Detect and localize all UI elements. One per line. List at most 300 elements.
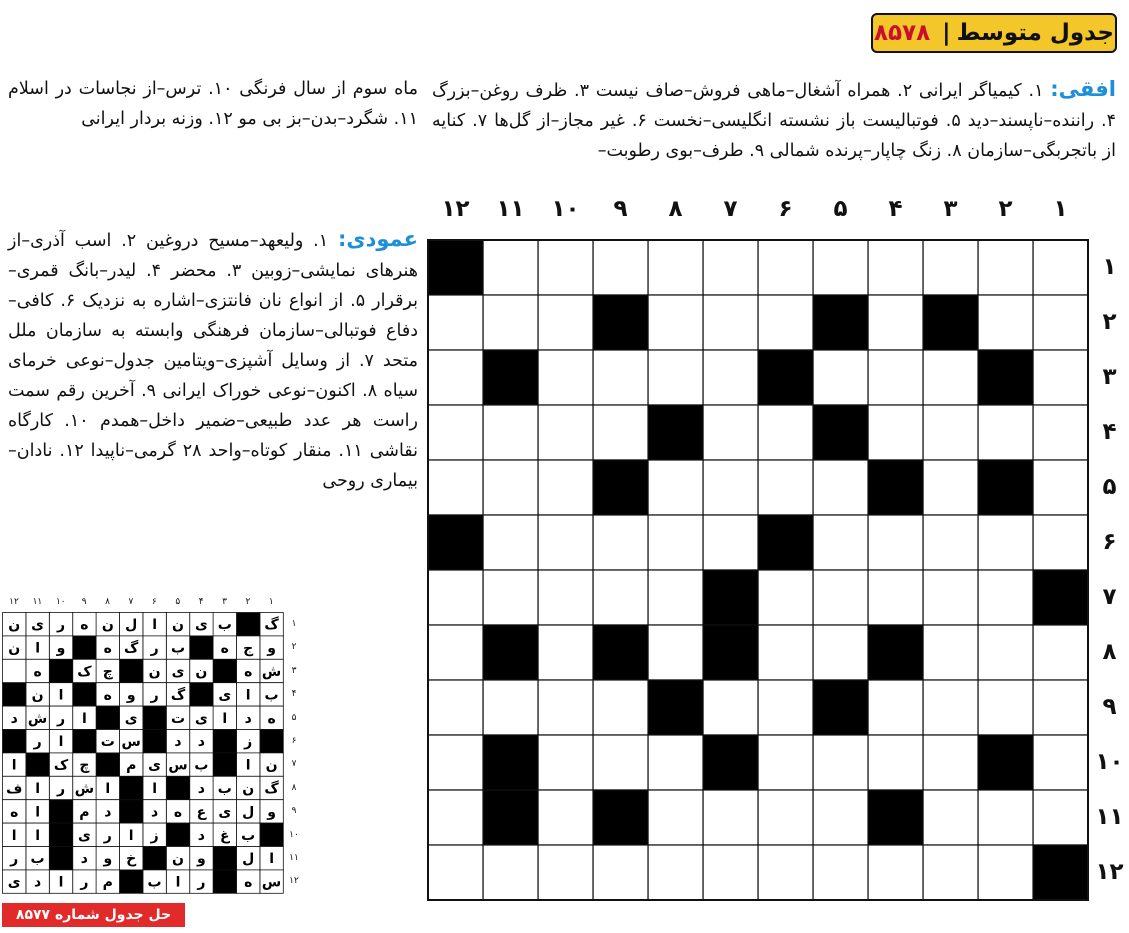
row-number: ۶ <box>1102 529 1117 555</box>
solution-black-cell <box>143 847 166 870</box>
solution-black-cell <box>213 753 236 776</box>
grid-cell[interactable] <box>428 350 483 405</box>
grid-cell[interactable] <box>648 295 703 350</box>
solution-letter: و <box>267 804 276 821</box>
grid-cell[interactable] <box>538 515 593 570</box>
solution-letter: ب <box>30 851 45 868</box>
solution-row-number: ۱۱ <box>289 852 299 863</box>
solution-column-number: ۴ <box>198 597 204 607</box>
solution-letter: ی <box>77 827 91 844</box>
grid-cell[interactable] <box>758 570 813 625</box>
grid-cell[interactable] <box>648 240 703 295</box>
black-cell <box>593 460 648 515</box>
solution-letter: ی <box>124 710 138 727</box>
grid-cell[interactable] <box>483 845 538 900</box>
grid-cell[interactable] <box>703 350 758 405</box>
grid-cell[interactable] <box>978 295 1033 350</box>
grid-cell[interactable] <box>1033 240 1088 295</box>
grid-cell[interactable] <box>593 680 648 735</box>
black-cell <box>428 515 483 570</box>
solution-black-cell <box>3 683 26 706</box>
black-cell <box>648 405 703 460</box>
grid-cell[interactable] <box>428 625 483 680</box>
solution-letter: ا <box>128 827 134 844</box>
black-cell <box>868 625 923 680</box>
solution-letter: م <box>126 757 137 774</box>
grid-cell[interactable] <box>593 735 648 790</box>
grid-cell[interactable] <box>923 845 978 900</box>
grid-cell[interactable] <box>1033 625 1088 680</box>
grid-cell[interactable] <box>483 570 538 625</box>
grid-cell[interactable] <box>428 680 483 735</box>
black-cell <box>593 625 648 680</box>
solution-letter: ه <box>220 640 229 657</box>
solution-letter: ش <box>27 710 48 727</box>
grid-cell[interactable] <box>923 350 978 405</box>
grid-cell[interactable] <box>648 845 703 900</box>
solution-letter: گ <box>264 617 279 634</box>
solution-letter: ت <box>100 734 115 751</box>
grid-cell[interactable] <box>428 790 483 845</box>
solution-black-cell <box>190 636 213 659</box>
solution-letter: ی <box>194 617 208 634</box>
solution-letter: ن <box>101 617 114 634</box>
grid-cell[interactable] <box>758 405 813 460</box>
solution-letter: ن <box>8 617 21 634</box>
grid-cell[interactable] <box>1033 735 1088 790</box>
solution-column-number: ۱۱ <box>32 597 43 607</box>
grid-cell[interactable] <box>483 515 538 570</box>
black-cell <box>758 515 813 570</box>
grid-cell[interactable] <box>483 295 538 350</box>
grid-cell[interactable] <box>648 625 703 680</box>
column-number: ۷ <box>723 196 738 222</box>
solution-black-cell <box>73 730 96 753</box>
grid-cell[interactable] <box>978 240 1033 295</box>
puzzle-title: جدول متوسط <box>956 20 1114 46</box>
solution-letter: ه <box>267 710 276 727</box>
black-cell <box>483 790 538 845</box>
across-heading: افقی: <box>1050 77 1116 101</box>
grid-cell[interactable] <box>648 790 703 845</box>
solution-letter: ش <box>261 664 282 680</box>
solution-letter: ه <box>173 804 183 821</box>
grid-cell[interactable] <box>923 460 978 515</box>
grid-cell[interactable] <box>868 405 923 460</box>
column-number: ۲ <box>998 196 1013 222</box>
solution-letter: د <box>197 827 205 844</box>
row-number: ۲ <box>1102 309 1117 335</box>
solution-black-cell <box>213 870 236 893</box>
grid-cell[interactable] <box>703 240 758 295</box>
black-cell <box>868 790 923 845</box>
grid-cell[interactable] <box>538 845 593 900</box>
solution-letter: ن <box>172 617 184 634</box>
black-cell <box>868 460 923 515</box>
solution-letter: ه <box>10 804 19 821</box>
solution-cell <box>3 659 26 682</box>
grid-cell[interactable] <box>428 460 483 515</box>
solution-letter: ر <box>56 781 66 797</box>
grid-cell[interactable] <box>923 680 978 735</box>
solution-letter: س <box>261 874 282 891</box>
grid-cell[interactable] <box>758 680 813 735</box>
solution-letter: ن <box>148 664 161 680</box>
solution-letter: ک <box>77 664 92 680</box>
solution-letter: ج <box>243 640 254 657</box>
solution-letter: ا <box>222 710 228 727</box>
solution-row-number: ۸ <box>291 782 297 793</box>
grid-cell[interactable] <box>978 680 1033 735</box>
grid-cell[interactable] <box>1033 790 1088 845</box>
grid-cell[interactable] <box>923 240 978 295</box>
column-number: ۱۰ <box>551 196 580 222</box>
solution-row-number: ۱۰ <box>289 829 299 840</box>
solution-letter: ه <box>80 617 89 634</box>
solution-black-cell <box>49 659 72 682</box>
grid-cell[interactable] <box>978 845 1033 900</box>
black-cell <box>593 790 648 845</box>
solution-letter: ا <box>245 687 251 704</box>
grid-cell[interactable] <box>758 460 813 515</box>
grid-cell[interactable] <box>978 515 1033 570</box>
black-cell <box>1033 570 1088 625</box>
solution-letter: ب <box>194 757 209 774</box>
grid-cell[interactable] <box>428 405 483 460</box>
solution-column-number: ۱ <box>268 597 274 607</box>
grid-cell[interactable] <box>538 570 593 625</box>
solution-letter: ر <box>80 874 89 891</box>
solution-letter: ا <box>35 827 41 844</box>
solution-caption: حل جدول شماره ۸۵۷۷ <box>2 903 185 927</box>
grid-cell[interactable] <box>703 845 758 900</box>
column-number: ۱ <box>1053 196 1068 222</box>
grid-cell[interactable] <box>593 350 648 405</box>
grid-cell[interactable] <box>593 570 648 625</box>
down-clue-text: ۱. ولیعهد–مسیح دروغین ۲. اسب آذری–از هنرهای نمایشی–زوبین ۳. محضر ۴. لیدر–بانگ قمری–برقرار ۵. از انواع نان فانتزی–اشاره به نزدیک ۶. کافی–دفاع فوتبالی–سازمان فرهنگی وابسته به سازمان ملل متحد ۷. از وسایل آشپزی–ویتامین جدول–نوعی خرمای سیاه ۸. اکنون–نوعی خوراک ایرانی ۹. آخرین رقم سمت راست هر عدد طبیعی–ضمیر داخل–همدم ۱۰. کارگاه نقاشی ۱۱. منقار کوتاه–واحد ۲۸ گرمی–ناپیدا ۱۲. نادان–بیماری روحی <box>8 231 419 491</box>
solution-letter: ب <box>170 640 186 657</box>
solution-letter: ز <box>150 827 159 844</box>
grid-cell[interactable] <box>703 790 758 845</box>
grid-cell[interactable] <box>758 295 813 350</box>
grid-cell[interactable] <box>428 735 483 790</box>
solution-letter: ن <box>195 664 208 680</box>
grid-cell[interactable] <box>648 735 703 790</box>
solution-letter: ه <box>103 687 112 704</box>
puzzle-number: ۸۵۷۸ <box>874 20 931 46</box>
solution-letter: ب <box>241 827 256 844</box>
black-cell <box>758 350 813 405</box>
grid-cell[interactable] <box>868 845 923 900</box>
solution-row-number: ۴ <box>291 689 297 700</box>
solution-letter: ل <box>242 804 255 821</box>
grid-cell[interactable] <box>703 405 758 460</box>
down-heading: عمودی: <box>337 227 418 251</box>
solution-black-cell <box>73 636 96 659</box>
solution-letter: ا <box>35 781 41 797</box>
column-number: ۹ <box>613 196 628 222</box>
black-cell <box>428 240 483 295</box>
solution-letter: ا <box>58 874 64 891</box>
column-number: ۱۲ <box>441 196 470 222</box>
solution-row-number: ۵ <box>291 712 297 723</box>
grid-cell[interactable] <box>538 240 593 295</box>
grid-cell[interactable] <box>813 790 868 845</box>
row-number: ۱ <box>1102 254 1117 280</box>
solution-column-numbers <box>2 597 283 611</box>
grid-cell[interactable] <box>813 625 868 680</box>
grid-cell[interactable] <box>813 515 868 570</box>
grid-cell[interactable] <box>483 460 538 515</box>
solution-black-cell <box>3 730 26 753</box>
solution-letter: و <box>197 851 206 868</box>
grid-cell[interactable] <box>813 735 868 790</box>
grid-cell[interactable] <box>593 240 648 295</box>
solution-row-number: ۶ <box>291 735 297 746</box>
grid-cell[interactable] <box>758 790 813 845</box>
black-cell <box>923 295 978 350</box>
black-cell <box>813 680 868 735</box>
column-number: ۸ <box>668 196 683 222</box>
grid-cell[interactable] <box>1033 680 1088 735</box>
grid-cell[interactable] <box>923 405 978 460</box>
grid-cell[interactable] <box>813 570 868 625</box>
grid-cell[interactable] <box>1033 405 1088 460</box>
grid-cell[interactable] <box>868 570 923 625</box>
solution-letter: ب <box>217 781 232 797</box>
grid-cell[interactable] <box>1033 350 1088 405</box>
solution-letter: گ <box>170 687 186 704</box>
grid-cell[interactable] <box>923 735 978 790</box>
solution-letter: ی <box>31 617 45 634</box>
grid-cell[interactable] <box>868 240 923 295</box>
grid-cell[interactable] <box>868 735 923 790</box>
grid-cell[interactable] <box>758 625 813 680</box>
solution-letter: ل <box>242 851 255 868</box>
grid-cell[interactable] <box>758 240 813 295</box>
solution-letter: ا <box>175 874 181 891</box>
solution-letter: د <box>244 710 252 727</box>
grid-cell[interactable] <box>593 405 648 460</box>
black-cell <box>978 460 1033 515</box>
solution-letter: ا <box>81 710 87 727</box>
black-cell <box>703 570 758 625</box>
black-cell <box>1033 845 1088 900</box>
grid-cell[interactable] <box>868 350 923 405</box>
grid-cell[interactable] <box>813 845 868 900</box>
solution-letter: غ <box>220 827 230 844</box>
grid-cell[interactable] <box>538 460 593 515</box>
solution-letter: ر <box>33 734 42 751</box>
solution-letter: و <box>126 687 136 704</box>
grid-cell[interactable] <box>538 735 593 790</box>
grid-cell[interactable] <box>483 680 538 735</box>
grid-cell[interactable] <box>483 405 538 460</box>
solution-letter: ل <box>125 617 138 634</box>
black-cell <box>978 350 1033 405</box>
grid-cell[interactable] <box>978 405 1033 460</box>
grid-cell[interactable] <box>923 515 978 570</box>
black-cell <box>648 680 703 735</box>
grid-cell[interactable] <box>703 295 758 350</box>
solution-letter: ر <box>197 874 206 891</box>
row-number: ۱۱ <box>1095 804 1124 830</box>
solution-letter: د <box>174 734 182 751</box>
grid-cell[interactable] <box>1033 460 1088 515</box>
grid-cell[interactable] <box>758 845 813 900</box>
grid-cell[interactable] <box>758 735 813 790</box>
grid-cell[interactable] <box>813 460 868 515</box>
grid-cell[interactable] <box>703 680 758 735</box>
grid-cell[interactable] <box>648 515 703 570</box>
solution-letter: ب <box>217 617 232 634</box>
grid-cell[interactable] <box>813 240 868 295</box>
grid-cell[interactable] <box>648 570 703 625</box>
solution-letter: ه <box>244 664 253 680</box>
row-number: ۱۰ <box>1095 749 1124 775</box>
column-number: ۶ <box>778 196 793 222</box>
solution-black-cell <box>49 800 72 823</box>
black-cell <box>978 735 1033 790</box>
row-number: ۷ <box>1102 584 1117 610</box>
grid-cell[interactable] <box>538 405 593 460</box>
grid-cell[interactable] <box>923 790 978 845</box>
solution-letter: ا <box>152 617 158 634</box>
solution-letter: ا <box>35 804 41 821</box>
solution-black-cell <box>143 730 166 753</box>
grid-cell[interactable] <box>538 790 593 845</box>
solution-black-cell <box>143 706 166 729</box>
solution-letter: ب <box>264 687 279 704</box>
solution-black-cell <box>166 823 189 846</box>
solution-letter: ز <box>244 734 253 751</box>
grid-cell[interactable] <box>978 625 1033 680</box>
solution-letter: د <box>34 874 42 891</box>
solution-letter: ا <box>11 827 17 844</box>
solution-letter: ی <box>218 804 232 821</box>
solution-row-number: ۳ <box>291 665 297 676</box>
grid-cell[interactable] <box>1033 295 1088 350</box>
black-cell <box>483 735 538 790</box>
grid-cell[interactable] <box>868 295 923 350</box>
solution-letter: د <box>80 851 88 868</box>
grid-cell[interactable] <box>703 460 758 515</box>
grid-cell[interactable] <box>593 515 648 570</box>
grid-cell[interactable] <box>1033 515 1088 570</box>
solution-letter: س <box>168 757 188 774</box>
column-number: ۳ <box>943 196 958 222</box>
solution-black-cell <box>49 823 72 846</box>
grid-cell[interactable] <box>538 680 593 735</box>
across-clue-text: ۱. کیمیاگر ایرانی ۲. همراه آشغال–ماهی فروش–صاف نیست ۳. ظرف روغن–بزرگ ۴. راننده–ناپسند–دید ۵. فوتبالیست باز نشسته انگلیسی–نخست ۶. غیر مجاز–از گل‌ها ۷. کنایه از باتجربگی–سازمان ۸. زنگ چاپار–پرنده شمالی ۹. طرف–بوی رطوبت– <box>432 81 1116 161</box>
solution-row-number: ۲ <box>291 642 297 653</box>
solution-column-number: ۶ <box>151 597 157 607</box>
grid-cell[interactable] <box>648 350 703 405</box>
solution-black-cell <box>73 683 96 706</box>
grid-cell[interactable] <box>538 295 593 350</box>
row-number: ۵ <box>1102 474 1117 500</box>
solution-letter: ن <box>31 687 44 704</box>
solution-letter: ن <box>242 781 255 797</box>
grid-cell[interactable] <box>483 240 538 295</box>
solution-letter: ی <box>194 710 208 727</box>
grid-cell[interactable] <box>923 570 978 625</box>
solution-black-cell <box>96 753 119 776</box>
solution-letter: ر <box>103 827 112 844</box>
grid-cell[interactable] <box>428 845 483 900</box>
grid-cell[interactable] <box>813 350 868 405</box>
solution-letter: ب <box>147 874 162 891</box>
solution-row-number: ۷ <box>291 759 297 770</box>
solution-letter: د <box>197 781 205 797</box>
solution-letter: گ <box>264 781 279 797</box>
solution-letter: ش <box>74 781 95 797</box>
solution-letter: ر <box>150 687 159 704</box>
grid-cell[interactable] <box>923 625 978 680</box>
solution-letter: ف <box>6 781 23 797</box>
solution-letter: و <box>267 640 276 657</box>
solution-black-cell <box>237 613 260 636</box>
black-cell <box>483 625 538 680</box>
grid-cell[interactable] <box>978 790 1033 845</box>
solution-black-cell <box>213 730 236 753</box>
solution-letter: و <box>56 640 66 657</box>
grid-cell[interactable] <box>538 625 593 680</box>
solution-letter: ر <box>56 617 66 634</box>
solution-letter: ر <box>10 851 19 868</box>
grid-cell[interactable] <box>648 460 703 515</box>
solution-letter: و <box>103 851 113 868</box>
solution-letter: ا <box>152 781 158 797</box>
grid-cell[interactable] <box>978 570 1033 625</box>
grid-cell[interactable] <box>538 350 593 405</box>
solution-letter: ا <box>35 640 41 657</box>
black-cell <box>483 350 538 405</box>
solution-letter: د <box>197 734 205 751</box>
solution-black-cell <box>120 800 143 823</box>
grid-cell[interactable] <box>428 570 483 625</box>
solution-black-cell <box>166 776 189 799</box>
solution-letter: ا <box>58 687 64 704</box>
solution-black-cell <box>190 683 213 706</box>
grid-cell[interactable] <box>428 295 483 350</box>
grid-cell[interactable] <box>868 515 923 570</box>
column-number: ۵ <box>833 196 848 222</box>
solution-column-number: ۱۲ <box>9 597 19 607</box>
solution-row-number: ۱۲ <box>289 876 299 887</box>
solution-letter: چ <box>79 757 90 774</box>
solution-row-number: ۹ <box>291 806 297 817</box>
solution-letter: م <box>79 804 90 821</box>
grid-cell[interactable] <box>703 515 758 570</box>
solution-column-number: ۱۰ <box>55 597 66 607</box>
solution-letter: ه <box>33 664 42 680</box>
solution-black-cell <box>96 706 119 729</box>
solution-black-cell <box>120 659 143 682</box>
solution-letter: ا <box>11 757 17 774</box>
grid-cell[interactable] <box>593 845 648 900</box>
row-number: ۹ <box>1102 694 1117 720</box>
title-separator: | <box>942 20 951 46</box>
solution-column-number: ۸ <box>105 597 110 607</box>
solution-letter: ا <box>58 734 64 751</box>
solution-row-number: ۱ <box>291 619 297 629</box>
solution-column-number: ۹ <box>81 597 87 607</box>
grid-cell[interactable] <box>868 680 923 735</box>
solution-letter: ت <box>170 710 186 727</box>
across-clue-text-continued: ماه سوم از سال فرنگی ۱۰. ترس–از نجاسات در اسلام ۱۱. شگرد–بدن–بز بی مو ۱۲. وزنه بردار ایرانی <box>8 79 418 129</box>
solution-black-cell <box>213 847 236 870</box>
